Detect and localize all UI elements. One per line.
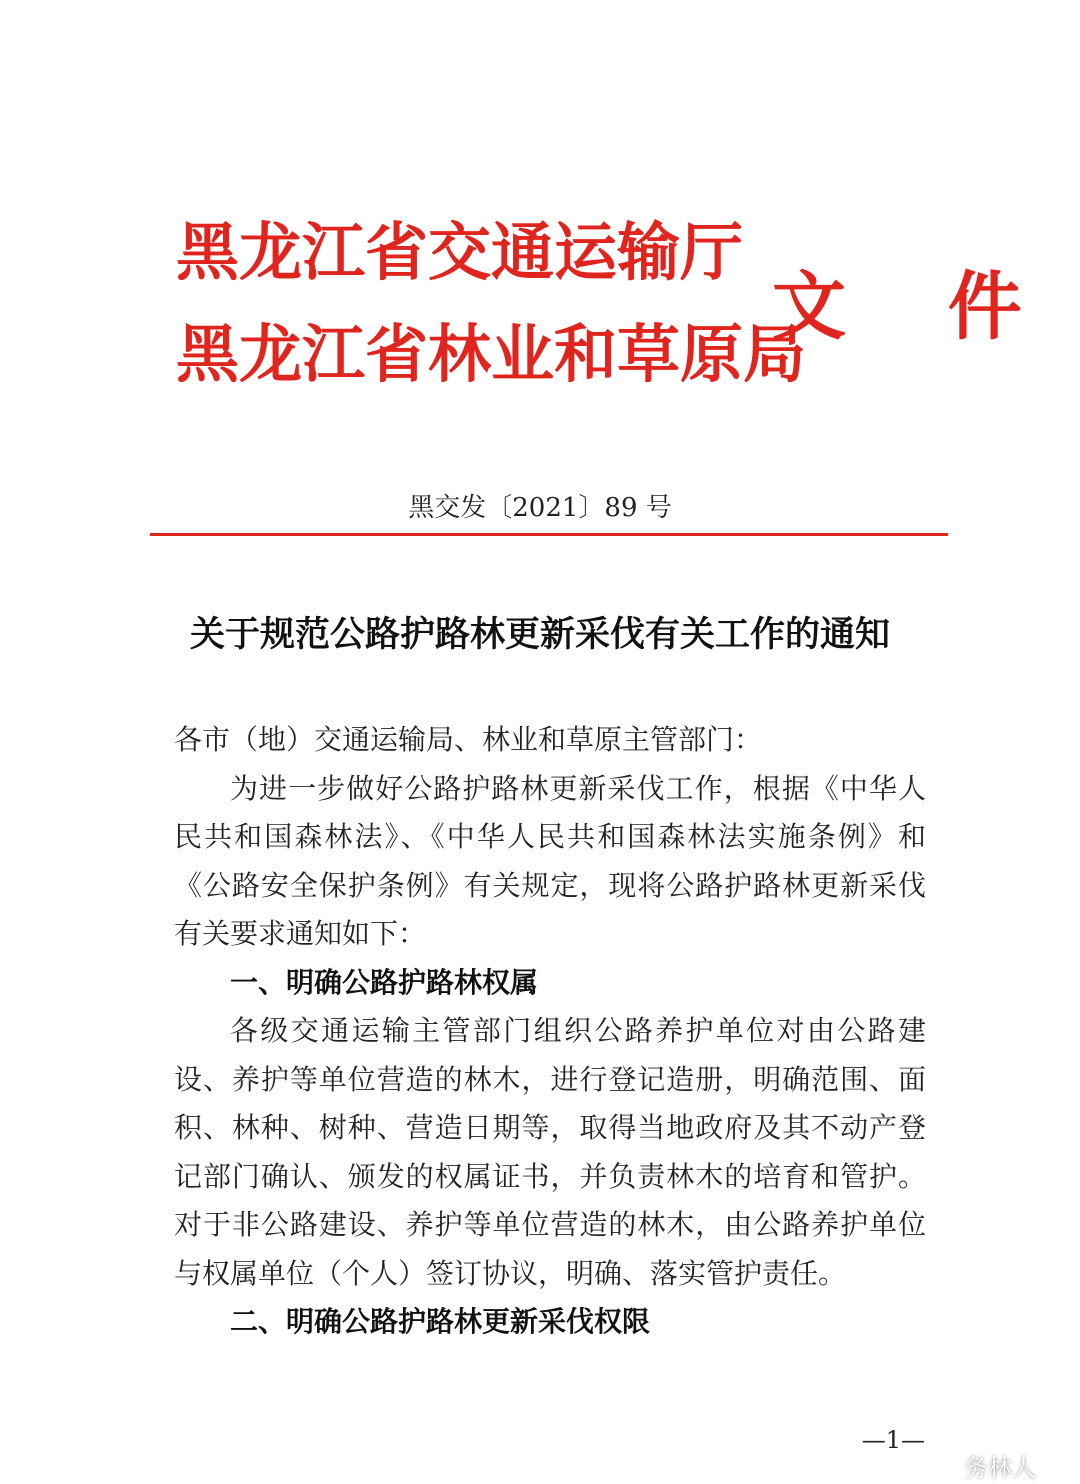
document-number: 黑交发〔2021〕89 号 (408, 493, 672, 523)
source-watermark (924, 1448, 1036, 1483)
section-1-paragraph: 各级交通运输主管部门组织公路养护单位对由公路建设、养护等单位营造的林木，进行登记造册，明确范围、面积、林种、树种、营造日期等，取得当地政府及其不动产登记部门确认、颁发的权属证书，并负责林木的培育和管护。对于非公路建设、养护等单位营造的林木，由公路养护单位与权属单位（个人）签订协议，明确、落实管护责任。 (174, 1014, 926, 1290)
issuer-forestry: 黑龙江省林业和草原局 (176, 318, 806, 391)
document-title: 关于规范公路护路林更新采伐有关工作的通知 (189, 615, 890, 655)
salutation: 各市（地）交通运输局、林业和草原主管部门： (174, 723, 763, 756)
watermark-text: 务林人 (964, 1454, 1036, 1482)
red-divider (150, 533, 948, 536)
section-1-heading: 一、明确公路护路林权属 (230, 965, 539, 999)
section-2-heading: 二、明确公路护路林更新采伐权限 (230, 1305, 651, 1338)
doc-type-label: 文 件 (772, 264, 1060, 350)
intro-paragraph: 为进一步做好公路护路林更新采伐工作，根据《中华人民共和国森林法》、《中华人民共和国森林法实施条例》和《公路安全保护条例》有关规定，现将公路护路林更新采伐有关要求通知如下： (174, 771, 926, 950)
issuer-transport: 黑龙江省交通运输厅 (176, 216, 743, 289)
document-body (174, 716, 926, 1347)
page-number: —1— (861, 1426, 925, 1454)
issuer-names (176, 212, 806, 396)
wechat-icon (924, 1452, 958, 1480)
